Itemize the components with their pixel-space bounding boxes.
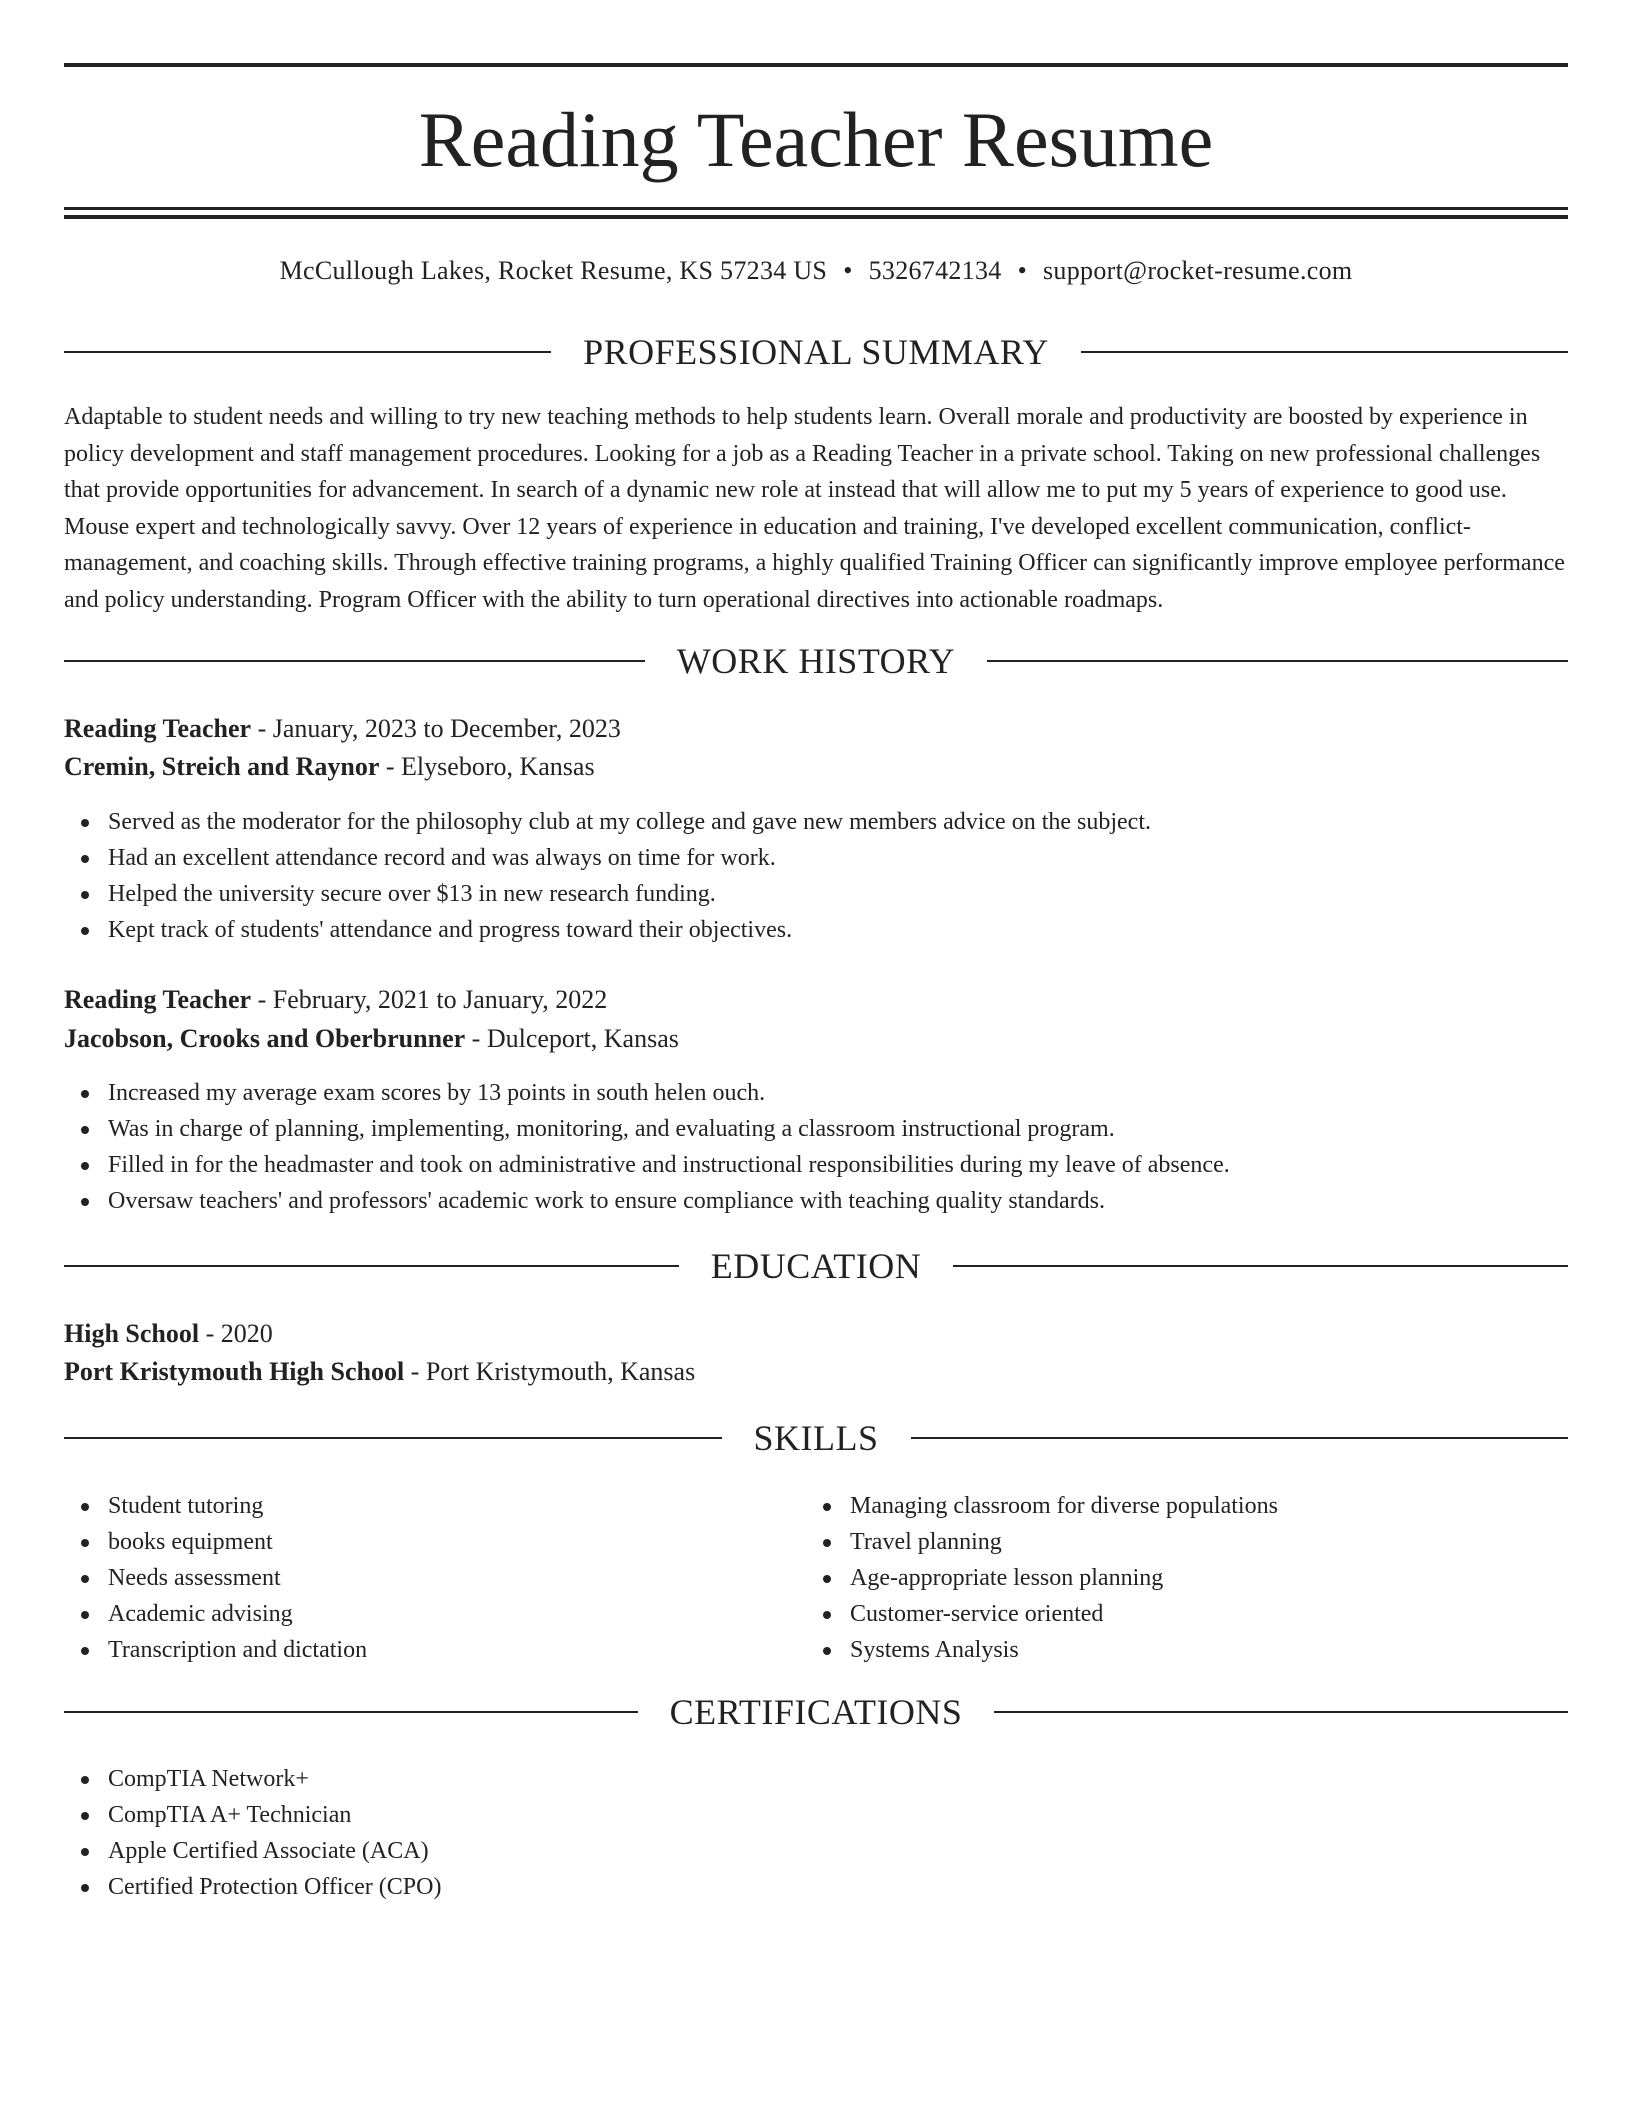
certifications-list: [64, 1761, 1568, 1905]
contact-line: [64, 253, 1568, 289]
list-item: Customer-service oriented: [850, 1596, 1632, 1632]
job-location: - Dulceport, Kansas: [465, 1024, 679, 1053]
list-item: Helped the university secure over $13 in new research funding.: [108, 876, 1568, 912]
education-school-line: [64, 1354, 1568, 1390]
section-title: EDUCATION: [710, 1246, 922, 1286]
skills-list-right: [806, 1488, 1632, 1668]
contact-separator: •: [1017, 256, 1027, 285]
page-title: Reading Teacher Resume: [418, 96, 1214, 183]
list-item: Travel planning: [850, 1524, 1632, 1560]
contact-separator: •: [843, 256, 853, 285]
list-item: CompTIA Network+: [108, 1761, 1568, 1797]
list-item: Academic advising: [108, 1596, 1568, 1632]
heading-rule: [64, 1711, 638, 1713]
list-item: Managing classroom for diverse populations: [850, 1488, 1632, 1524]
heading-rule: [911, 1437, 1569, 1439]
list-item: CompTIA A+ Technician: [108, 1797, 1568, 1833]
education-year: - 2020: [199, 1319, 273, 1348]
section-title: PROFESSIONAL SUMMARY: [583, 332, 1049, 372]
heading-rule: [987, 660, 1568, 662]
education-degree: High School: [64, 1319, 200, 1348]
contact-address: McCullough Lakes, Rocket Resume, KS 57234 US: [279, 256, 828, 285]
title-double-rule: [64, 207, 1568, 219]
section-heading-education: [64, 1244, 1568, 1288]
section-heading-certifications: [64, 1690, 1568, 1734]
list-item: Certified Protection Officer (CPO): [108, 1869, 1568, 1905]
section-title: WORK HISTORY: [676, 641, 956, 681]
contact-phone: 5326742134: [868, 256, 1002, 285]
job-company: Cremin, Streich and Raynor: [64, 752, 380, 781]
heading-rule: [994, 1711, 1568, 1713]
list-item: Filled in for the headmaster and took on administrative and instructional responsibilities during my leave of absence.: [108, 1147, 1568, 1183]
heading-rule: [64, 351, 551, 353]
section-heading-skills: [64, 1416, 1568, 1460]
list-item: Systems Analysis: [850, 1632, 1632, 1668]
job-company-line: [64, 749, 1568, 785]
list-item: Oversaw teachers' and professors' academic work to ensure compliance with teaching quality standards.: [108, 1183, 1568, 1219]
job-company: Jacobson, Crooks and Oberbrunner: [64, 1024, 466, 1053]
list-item: Increased my average exam scores by 13 points in south helen ouch.: [108, 1075, 1568, 1111]
job-bullets: [64, 804, 1568, 948]
list-item: Kept track of students' attendance and progress toward their objectives.: [108, 912, 1568, 948]
heading-rule: [64, 660, 645, 662]
job-title: Reading Teacher: [64, 714, 252, 743]
job-bullets: [64, 1075, 1568, 1219]
section-heading-work-history: [64, 639, 1568, 683]
section-title: CERTIFICATIONS: [669, 1692, 963, 1732]
education-location: - Port Kristymouth, Kansas: [404, 1357, 696, 1386]
list-item: books equipment: [108, 1524, 1568, 1560]
job-title-line: [64, 982, 1568, 1018]
job-title: Reading Teacher: [64, 985, 252, 1014]
heading-rule: [1081, 351, 1568, 353]
education-school: Port Kristymouth High School: [64, 1357, 405, 1386]
list-item: Was in charge of planning, implementing, monitoring, and evaluating a classroom instructional program.: [108, 1111, 1568, 1147]
job-company-line: [64, 1021, 1568, 1057]
list-item: Transcription and dictation: [108, 1632, 1568, 1668]
heading-rule: [953, 1265, 1568, 1267]
education-degree-line: [64, 1316, 1568, 1352]
heading-rule: [64, 1265, 679, 1267]
contact-email: support@rocket-resume.com: [1043, 256, 1353, 285]
list-item: Needs assessment: [108, 1560, 1568, 1596]
section-heading-summary: [64, 330, 1568, 374]
list-item: Served as the moderator for the philosophy club at my college and gave new members advice on the subject.: [108, 804, 1568, 840]
job-location: - Elyseboro, Kansas: [379, 752, 595, 781]
heading-rule: [64, 1437, 722, 1439]
list-item: Student tutoring: [108, 1488, 1568, 1524]
job-title-line: [64, 711, 1568, 747]
job-dates: - February, 2021 to January, 2022: [251, 985, 608, 1014]
list-item: Had an excellent attendance record and was always on time for work.: [108, 840, 1568, 876]
section-title: SKILLS: [753, 1418, 879, 1458]
summary-text: Adaptable to student needs and willing to try new teaching methods to help students learn. Overall morale and productivity are boosted by experience in policy development and staff management procedures. Looking for a job as a Reading Teacher in a private school. Taking on new professional challenges that provide opportunities for advancement. In search of a dynamic new role at instead that will allow me to put my 5 years of experience to good use. Mouse expert and technologically savvy. Over 12 years of experience in education and training, I've developed excellent communication, conflict-management, and coaching skills. Through effective training programs, a highly qualified Training Officer can significantly improve employee performance and policy understanding. Program Officer with the ability to turn operational directives into actionable roadmaps.: [64, 404, 1565, 613]
list-item: Age-appropriate lesson planning: [850, 1560, 1632, 1596]
job-dates: - January, 2023 to December, 2023: [251, 714, 621, 743]
list-item: Apple Certified Associate (ACA): [108, 1833, 1568, 1869]
top-rule: [64, 63, 1568, 67]
